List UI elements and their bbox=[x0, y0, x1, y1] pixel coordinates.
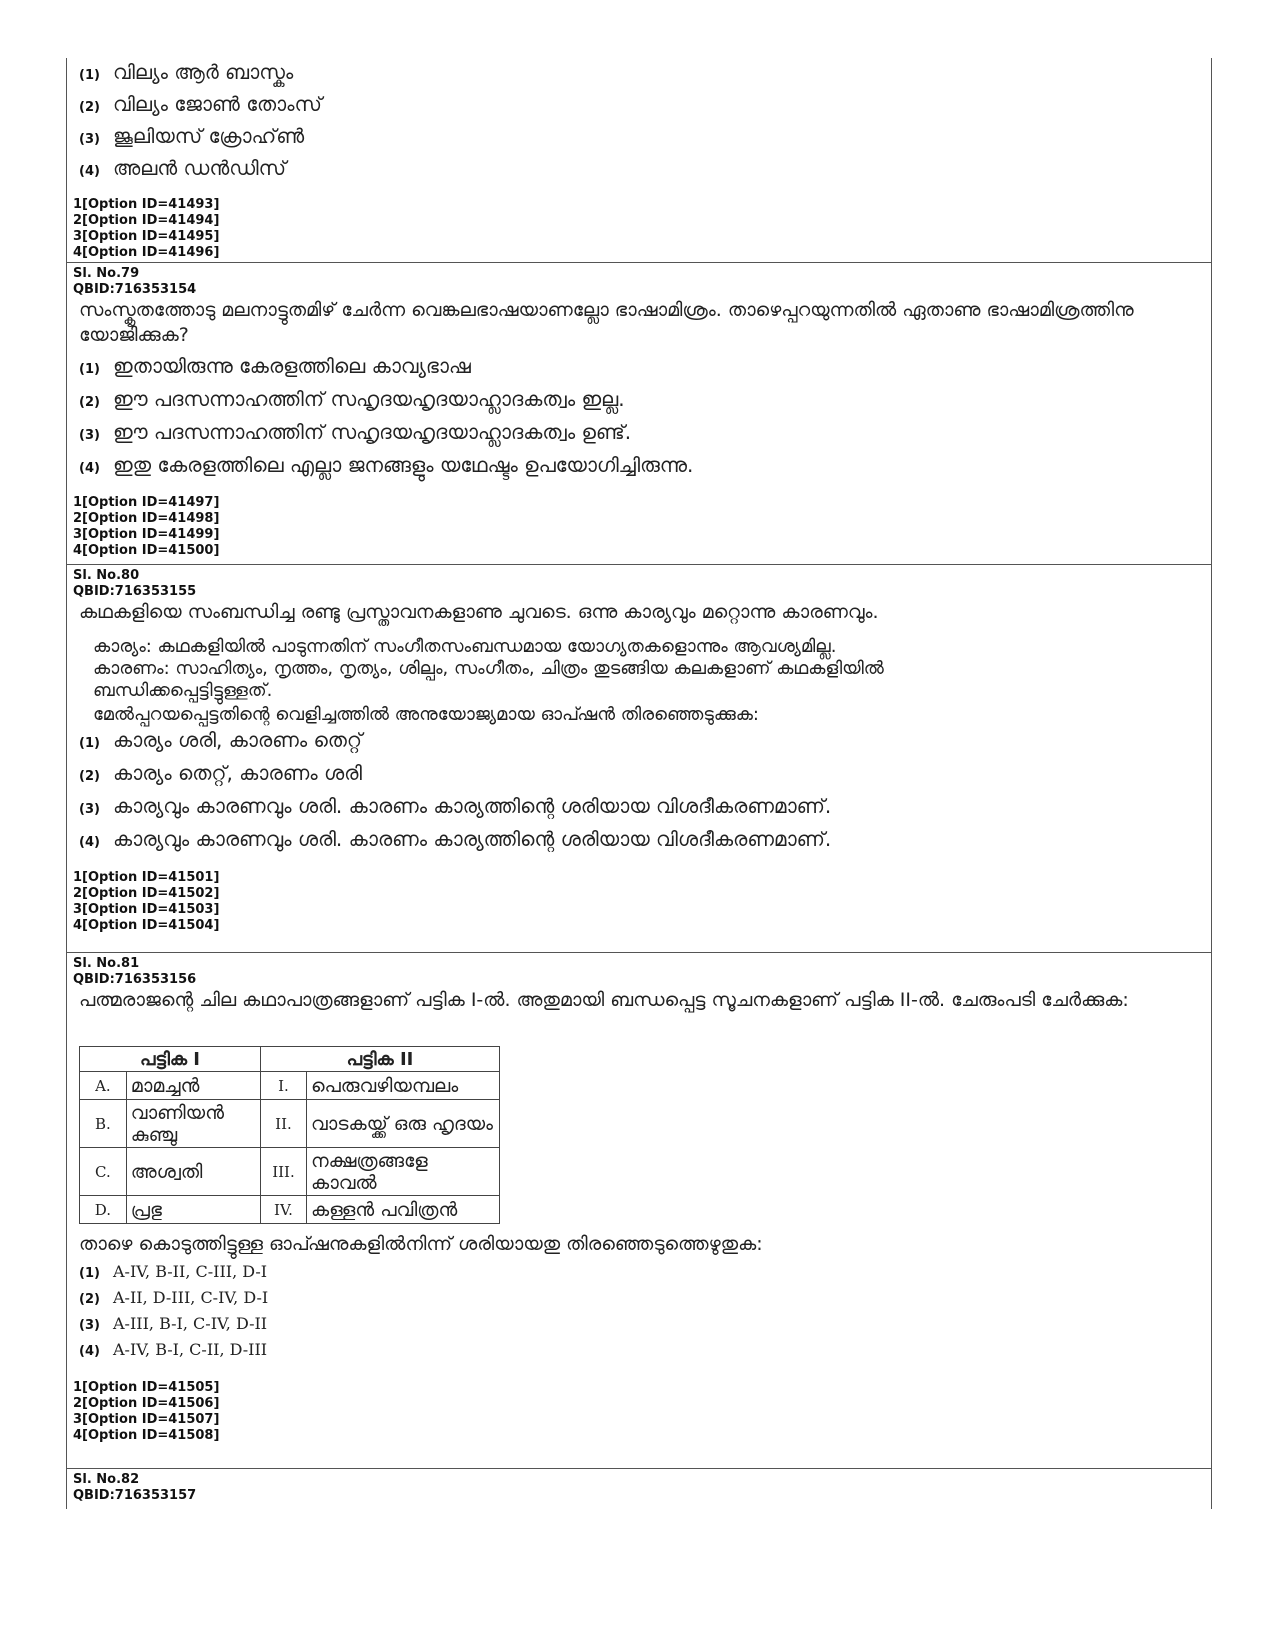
option-number: (1) bbox=[79, 736, 100, 751]
statement-reason: കാരണം: സാഹിത്യം, നൃത്തം, നൃത്യം, ശില്പം, സംഗീതം, ചിത്രം തുടങ്ങിയ കലകളാണ് കഥകളിയിൽ ബന്ധിക്കപ്പെട്ടിട്ടുള്ളത്. bbox=[93, 658, 884, 701]
list-2-key: I. bbox=[261, 1072, 307, 1100]
qbid: QBID:716353154 bbox=[73, 282, 197, 297]
option-text: ഈ പദസന്നാഹത്തിന് സഹൃദയഹൃദയാഹ്ലാദകത്വം ഉണ്ട്. bbox=[113, 420, 632, 444]
list-1-key: C. bbox=[80, 1148, 127, 1196]
option-number: (1) bbox=[79, 68, 100, 83]
option-1 bbox=[67, 60, 1211, 92]
option-text: ഇതു കേരളത്തിലെ എല്ലാ ജനങ്ങളും യഥേഷ്ടം ഉപയോഗിച്ചിരുന്നു. bbox=[113, 453, 694, 477]
option-4 bbox=[67, 1340, 1211, 1366]
qbid: QBID:716353156 bbox=[73, 972, 197, 987]
option-number: (4) bbox=[79, 461, 100, 476]
option-text: കാര്യവും കാരണവും ശരി. കാരണം കാര്യത്തിന്റെ ശരിയായ വിശദീകരണമാണ്. bbox=[113, 794, 832, 818]
option-1 bbox=[67, 354, 1211, 387]
list-2-key: II. bbox=[261, 1100, 307, 1148]
option-text: വില്യം ആർ ബാസ്കം bbox=[113, 60, 294, 84]
table-header-list-1: പട്ടിക I bbox=[80, 1047, 261, 1072]
option-text: ഇതായിരുന്നു കേരളത്തിലെ കാവ്യഭാഷ bbox=[113, 354, 471, 378]
option-text: കാര്യവും കാരണവും ശരി. കാരണം കാര്യത്തിന്റെ ശരിയായ വിശദീകരണമാണ്. bbox=[113, 827, 832, 851]
match-table bbox=[79, 1046, 500, 1224]
option-id: 4[Option ID=41504] bbox=[73, 918, 220, 933]
option-2 bbox=[67, 387, 1211, 420]
list-2-value: വാടകയ്ക്ക് ഒരു ഹൃദയം bbox=[306, 1100, 499, 1148]
instruction-text: മേൽപ്പറയപ്പെട്ടതിന്റെ വെളിച്ചത്തിൽ അനുയോജ്യമായ ഓപ്ഷൻ തിരഞ്ഞെടുക്കുക: bbox=[93, 704, 759, 725]
list-2-key: IV. bbox=[261, 1196, 307, 1224]
option-id: 3[Option ID=41507] bbox=[73, 1412, 220, 1427]
question-81 bbox=[67, 953, 1211, 1469]
option-id-list bbox=[67, 197, 1211, 261]
option-2 bbox=[67, 1288, 1211, 1314]
instruction-text: താഴെ കൊടുത്തിട്ടുള്ള ഓപ്ഷനുകളിൽനിന്ന് ശരിയായതു തിരഞ്ഞെടുത്തെഴുതുക: bbox=[79, 1233, 763, 1255]
option-2 bbox=[67, 761, 1211, 794]
option-number: (3) bbox=[79, 132, 100, 147]
option-id: 3[Option ID=41495] bbox=[73, 229, 220, 244]
option-id-list bbox=[67, 1380, 1211, 1444]
option-number: (3) bbox=[79, 428, 100, 443]
list-2-value: കള്ളൻ പവിത്രൻ bbox=[306, 1196, 499, 1224]
table-row bbox=[80, 1100, 500, 1148]
option-id: 4[Option ID=41500] bbox=[73, 543, 220, 558]
option-2 bbox=[67, 92, 1211, 124]
statement-effect: കാര്യം: കഥകളിയിൽ പാടുന്നതിന് സംഗീതസംബന്ധമായ യോഗ്യതകളൊന്നും ആവശ്യമില്ല. bbox=[93, 636, 837, 657]
list-1-key: D. bbox=[80, 1196, 127, 1224]
question-text: കഥകളിയെ സംബന്ധിച്ച രണ്ടു പ്രസ്താവനകളാണു ചുവടെ. ഒന്നു കാര്യവും മറ്റൊന്നു കാരണവും. bbox=[79, 601, 879, 623]
option-4 bbox=[67, 156, 1211, 188]
question-text: പത്മരാജന്റെ ചില കഥാപാത്രങ്ങളാണ് പട്ടിക I-ൽ. അതുമായി ബന്ധപ്പെട്ട സൂചനകളാണ് പട്ടിക II-ൽ. ചേരുംപടി ചേർക്കുക: bbox=[79, 989, 1129, 1011]
option-id: 2[Option ID=41502] bbox=[73, 886, 220, 901]
option-3 bbox=[67, 794, 1211, 827]
question-78-tail bbox=[67, 58, 1211, 263]
option-text: A-II, D-III, C-IV, D-I bbox=[113, 1288, 269, 1307]
option-id: 4[Option ID=41508] bbox=[73, 1428, 220, 1443]
option-number: (4) bbox=[79, 835, 100, 850]
option-id: 2[Option ID=41494] bbox=[73, 213, 220, 228]
option-text: A-IV, B-II, C-III, D-I bbox=[113, 1262, 268, 1281]
table-header-row bbox=[80, 1047, 500, 1072]
question-79 bbox=[67, 263, 1211, 565]
option-id: 1[Option ID=41501] bbox=[73, 870, 220, 885]
option-number: (4) bbox=[79, 164, 100, 179]
option-text: കാര്യം തെറ്റ്, കാരണം ശരി bbox=[113, 761, 362, 785]
question-82 bbox=[67, 1469, 1211, 1509]
option-text: A-IV, B-I, C-II, D-III bbox=[113, 1340, 268, 1359]
table-row bbox=[80, 1148, 500, 1196]
serial-number: Sl. No.79 bbox=[73, 266, 140, 281]
option-number: (2) bbox=[79, 769, 100, 784]
option-id: 3[Option ID=41503] bbox=[73, 902, 220, 917]
option-id: 2[Option ID=41498] bbox=[73, 511, 220, 526]
option-1 bbox=[67, 728, 1211, 761]
option-number: (1) bbox=[79, 1266, 100, 1281]
list-1-value: പ്രഭു bbox=[126, 1196, 260, 1224]
question-80 bbox=[67, 565, 1211, 953]
option-text: ഈ പദസന്നാഹത്തിന് സഹൃദയഹൃദയാഹ്ലാദകത്വം ഇല്ല. bbox=[113, 387, 625, 411]
option-number: (3) bbox=[79, 802, 100, 817]
qbid: QBID:716353157 bbox=[73, 1488, 197, 1503]
qbid: QBID:716353155 bbox=[73, 584, 197, 599]
option-4 bbox=[67, 453, 1211, 486]
option-id-list bbox=[67, 870, 1211, 934]
option-text: വില്യം ജോൺ തോംസ് bbox=[113, 92, 322, 116]
table-header-list-2: പട്ടിക II bbox=[261, 1047, 500, 1072]
option-number: (1) bbox=[79, 362, 100, 377]
option-id: 3[Option ID=41499] bbox=[73, 527, 220, 542]
list-2-key: III. bbox=[261, 1148, 307, 1196]
option-number: (2) bbox=[79, 100, 100, 115]
option-number: (2) bbox=[79, 395, 100, 410]
option-text: കാര്യം ശരി, കാരണം തെറ്റ് bbox=[113, 728, 362, 752]
option-id: 4[Option ID=41496] bbox=[73, 245, 220, 260]
option-text: ജൂലിയസ് ക്രോഹ്ൺ bbox=[113, 124, 305, 148]
serial-number: Sl. No.81 bbox=[73, 956, 140, 971]
option-4 bbox=[67, 827, 1211, 860]
option-id-list bbox=[67, 495, 1211, 559]
question-text: സംസ്കൃതത്തോടു മലനാട്ടുതമിഴ് ചേർന്ന വെങ്കലഭാഷയാണല്ലോ ഭാഷാമിശ്രം. താഴെപ്പറയുന്നതിൽ ഏതാണു ഭാഷാമിശ്രത്തിനു യോജിക്കുക? bbox=[79, 299, 1134, 346]
option-number: (3) bbox=[79, 1318, 100, 1333]
list-2-value: നക്ഷത്രങ്ങളേ കാവൽ bbox=[306, 1148, 499, 1196]
option-text: A-III, B-I, C-IV, D-II bbox=[113, 1314, 268, 1333]
serial-number: Sl. No.80 bbox=[73, 568, 140, 583]
option-3 bbox=[67, 1314, 1211, 1340]
option-id: 1[Option ID=41497] bbox=[73, 495, 220, 510]
list-1-value: മാമച്ചൻ bbox=[126, 1072, 260, 1100]
table-row bbox=[80, 1196, 500, 1224]
option-id: 1[Option ID=41493] bbox=[73, 197, 220, 212]
option-id: 2[Option ID=41506] bbox=[73, 1396, 220, 1411]
list-1-value: അശ്വതി bbox=[126, 1148, 260, 1196]
option-3 bbox=[67, 124, 1211, 156]
list-1-value: വാണിയൻ കുഞ്ചു bbox=[126, 1100, 260, 1148]
option-id: 1[Option ID=41505] bbox=[73, 1380, 220, 1395]
option-number: (2) bbox=[79, 1292, 100, 1307]
question-paper-page bbox=[66, 58, 1212, 1509]
list-2-value: പെരുവഴിയമ്പലം bbox=[306, 1072, 499, 1100]
list-1-key: B. bbox=[80, 1100, 127, 1148]
option-text: അലൻ ഡൻഡിസ് bbox=[113, 156, 287, 180]
serial-number: Sl. No.82 bbox=[73, 1472, 140, 1487]
list-1-key: A. bbox=[80, 1072, 127, 1100]
table-row bbox=[80, 1072, 500, 1100]
option-number: (4) bbox=[79, 1344, 100, 1359]
option-3 bbox=[67, 420, 1211, 453]
option-1 bbox=[67, 1262, 1211, 1288]
